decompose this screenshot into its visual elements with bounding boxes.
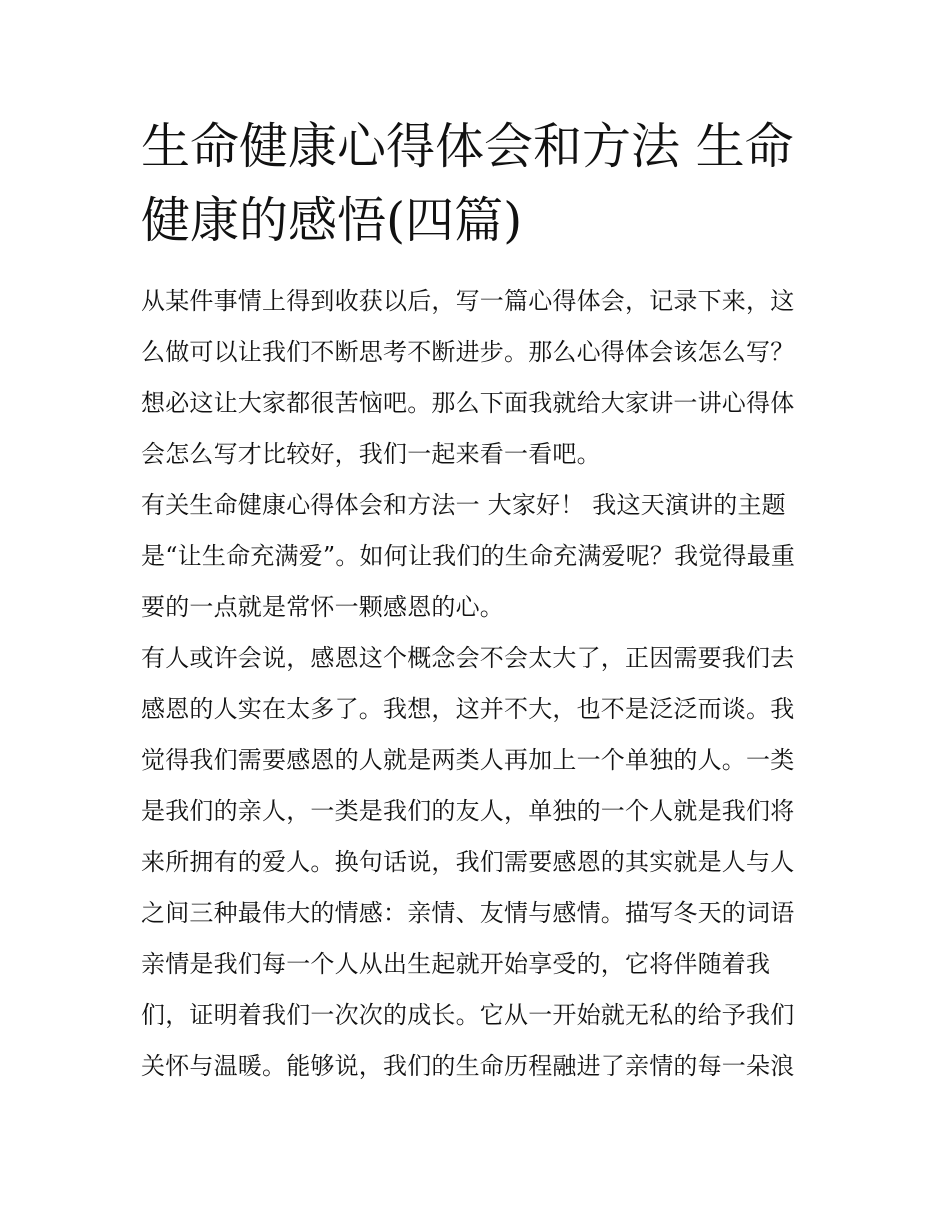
body-line: 有关生命健康心得体会和方法一 大家好！ 我这天演讲的主题 — [141, 491, 786, 519]
body-line: 想必这让大家都很苦恼吧。那么下面我就给大家讲一讲心得体 — [141, 389, 795, 417]
title-line-1: 生命健康心得体会和方法 生命 — [141, 118, 794, 175]
body-line: 是我们的亲人，一类是我们的友人，单独的一个人就是我们将 — [141, 797, 795, 825]
document-title — [141, 110, 821, 258]
body-line: 会怎么写才比较好，我们一起来看一看吧。 — [141, 440, 601, 468]
body-line: 感恩的人实在太多了。我想，这并不大，也不是泛泛而谈。我 — [141, 695, 795, 723]
body-line: 亲情是我们每一个人从出生起就开始享受的，它将伴随着我 — [141, 950, 771, 978]
title-line-2: 健康的感悟(四篇) — [141, 192, 523, 249]
body-line: 觉得我们需要感恩的人就是两类人再加上一个单独的人。一类 — [141, 746, 795, 774]
body-line: 有人或许会说，感恩这个概念会不会太大了，正因需要我们去 — [141, 644, 795, 672]
body-line: 从某件事情上得到收获以后，写一篇心得体会，记录下来，这 — [141, 287, 795, 315]
body-line: 们，证明着我们一次次的成长。它从一开始就无私的给予我们 — [141, 1001, 795, 1029]
body-line: 要的一点就是常怀一颗感恩的心。 — [141, 593, 504, 621]
body-line: 之间三种最伟大的情感：亲情、友情与感情。描写冬天的词语 — [141, 899, 795, 927]
body-line: 么做可以让我们不断思考不断进步。那么心得体会该怎么写？ — [141, 338, 795, 366]
body-line: 关怀与温暖。能够说，我们的生命历程融进了亲情的每一朵浪 — [141, 1052, 795, 1080]
body-line: 来所拥有的爱人。换句话说，我们需要感恩的其实就是人与人 — [141, 848, 795, 876]
body-line: 是“让生命充满爱”。如何让我们的生命充满爱呢？我觉得最重 — [141, 542, 796, 570]
document-body — [141, 276, 821, 1092]
